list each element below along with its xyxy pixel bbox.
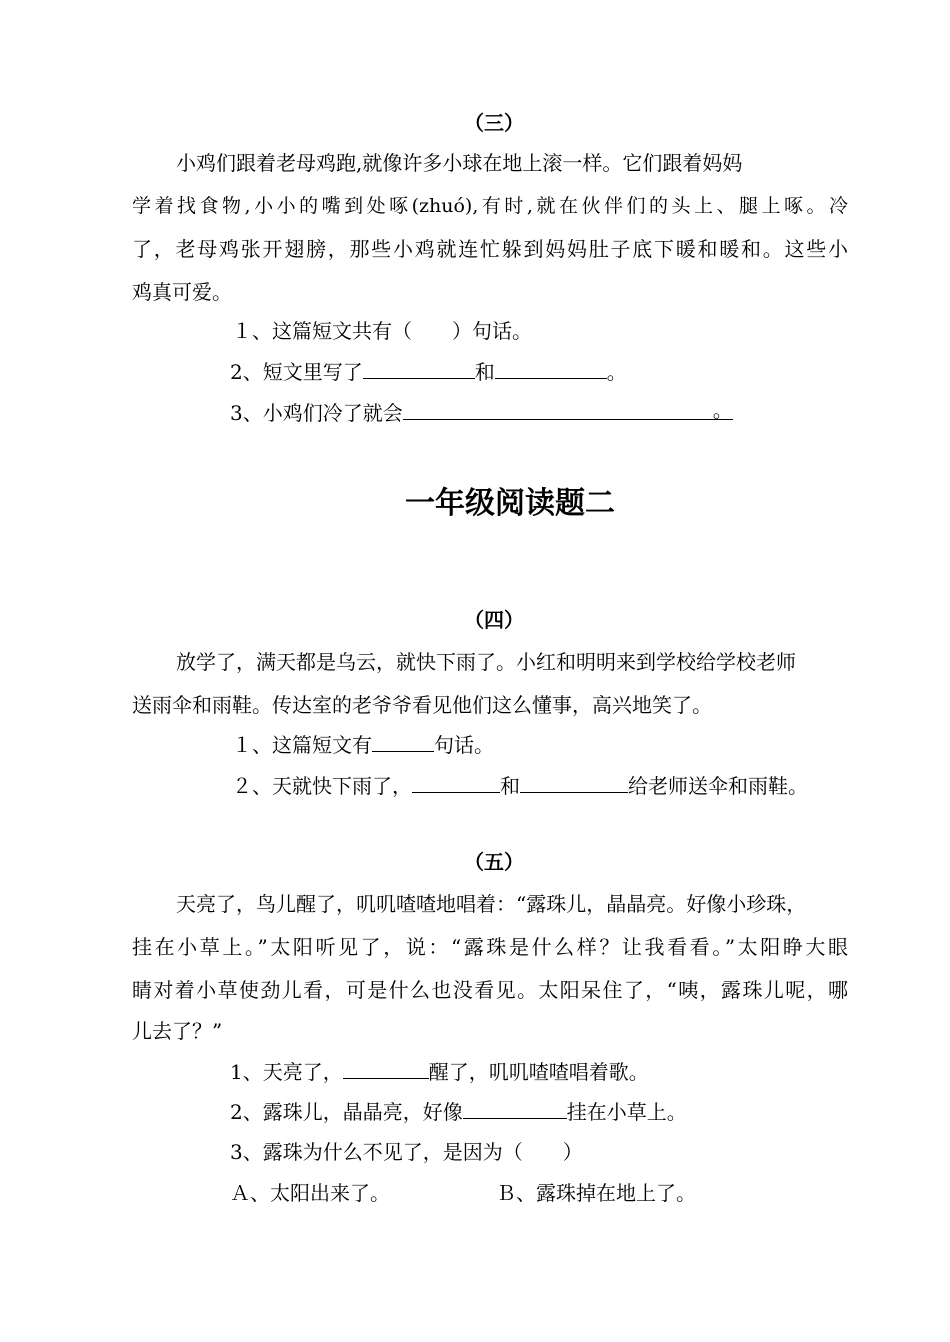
q1-end: 句话。 — [434, 733, 494, 757]
section-3-line-1: 小鸡们跟着老母鸡跑,就像许多小球在地上滚一样。它们跟着妈妈 — [176, 151, 743, 175]
answer-blank[interactable] — [463, 1098, 567, 1119]
q3-prefix: 3、小鸡们冷了就会 — [230, 401, 403, 425]
section-3-question-3 — [230, 398, 733, 428]
q2-mid: 和 — [474, 360, 495, 384]
page-title: 一年级阅读题二 — [405, 486, 615, 521]
section-5-option-a: Ａ、太阳出来了。 — [230, 1181, 390, 1205]
section-5-question-2 — [230, 1097, 687, 1127]
section-5-question-3: 3、露珠为什么不见了，是因为（ ） — [230, 1140, 583, 1164]
answer-blank[interactable] — [520, 772, 628, 793]
section-3-line-4: 鸡真可爱。 — [132, 280, 232, 304]
section-4-question-1 — [232, 730, 494, 760]
section-5-line-2: 挂在小草上。”太阳听见了，说：“露珠是什么样？让我看看。”太阳睁大眼 — [132, 935, 848, 959]
q3-end: 。 — [712, 398, 733, 422]
section-5-line-3: 睛对着小草使劲儿看，可是什么也没看见。太阳呆住了，“咦，露珠儿呢，哪 — [132, 978, 848, 1002]
answer-blank[interactable] — [412, 772, 500, 793]
section-4-line-1: 放学了，满天都是乌云，就快下雨了。小红和明明来到学校给学校老师 — [176, 650, 796, 674]
section-3-line-2: 学着找食物,小小的嘴到处啄(zhuó),有时,就在伙伴们的头上、腿上啄。冷 — [132, 195, 848, 217]
answer-blank[interactable] — [363, 358, 475, 379]
answer-blank[interactable] — [343, 1058, 429, 1079]
section-4-question-2 — [232, 771, 808, 801]
section-5-line-4: 儿去了？” — [132, 1019, 223, 1043]
section-5-question-1 — [230, 1057, 649, 1087]
section-3-question-1: １、这篇短文共有（ ）句话。 — [232, 319, 532, 343]
q1-prefix: １、这篇短文有 — [232, 733, 372, 757]
q2-prefix: 2、短文里写了 — [230, 360, 363, 384]
q2-end: 。 — [606, 360, 627, 384]
section-3-line-3: 了，老母鸡张开翅膀，那些小鸡就连忙躲到妈妈肚子底下暖和暖和。这些小 — [132, 237, 848, 261]
q1-end: 醒了，叽叽喳喳唱着歌。 — [428, 1060, 649, 1084]
q1-prefix: 1、天亮了， — [230, 1060, 343, 1084]
q2-prefix: 2、露珠儿，晶晶亮，好像 — [230, 1100, 463, 1124]
section-4-heading: （四） — [464, 608, 524, 632]
q2-end: 给老师送伞和雨鞋。 — [628, 774, 808, 798]
answer-blank[interactable] — [495, 358, 607, 379]
section-5-heading: （五） — [464, 850, 524, 874]
q2-end: 挂在小草上。 — [566, 1100, 687, 1124]
section-3-question-2 — [230, 357, 627, 387]
section-5-option-b: Ｂ、露珠掉在地上了。 — [496, 1181, 696, 1205]
answer-blank[interactable] — [372, 731, 434, 752]
answer-blank[interactable] — [403, 399, 733, 420]
q2-prefix: ２、天就快下雨了， — [232, 774, 412, 798]
section-5-line-1: 天亮了，鸟儿醒了，叽叽喳喳地唱着：“露珠儿，晶晶亮。好像小珍珠， — [176, 892, 807, 916]
q2-mid: 和 — [500, 774, 520, 798]
section-3-heading: （三） — [464, 111, 524, 135]
section-4-line-2: 送雨伞和雨鞋。传达室的老爷爷看见他们这么懂事，高兴地笑了。 — [132, 693, 712, 717]
